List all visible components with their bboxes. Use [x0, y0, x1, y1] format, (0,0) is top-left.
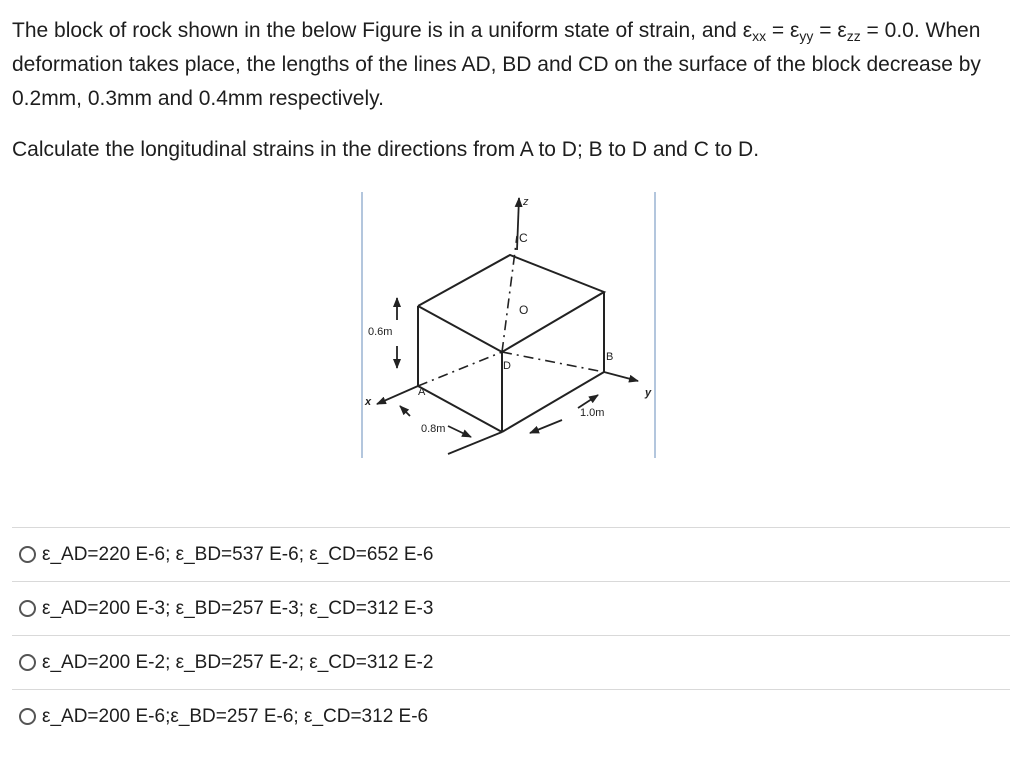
hidden-lines [418, 236, 604, 386]
answer-option-3[interactable] [12, 635, 1010, 689]
question-line2: When deformation takes place, the lengths of the lines AD, BD and CD on the surface of the block decrease by 0.2mm, 0.3mm and 0.4mm respectively. [12, 19, 981, 110]
subscript-xx: xx [752, 28, 767, 44]
radio-button[interactable] [19, 654, 36, 671]
epsilon-symbol: ε [790, 19, 800, 42]
width-dimension-arrow-left [400, 406, 410, 416]
answer-option-label: ε_AD=200 E-2; ε_BD=257 E-2; ε_CD=312 E-2 [42, 651, 434, 673]
answer-option-label: ε_AD=200 E-3; ε_BD=257 E-3; ε_CD=312 E-3 [42, 597, 434, 619]
answer-option-4[interactable] [12, 689, 1010, 743]
equals-sign: = [766, 19, 791, 42]
epsilon-symbol: ε [742, 19, 753, 42]
label-0-6m: 0.6m [368, 326, 393, 338]
answer-option-2[interactable] [12, 581, 1010, 635]
answer-option-label: ε_AD=200 E-6;ε_BD=257 E-6; ε_CD=312 E-6 [42, 705, 429, 727]
label-x: x [365, 396, 372, 408]
label-1-0m: 1.0m [580, 407, 605, 419]
subscript-yy: yy [799, 28, 814, 44]
radio-button[interactable] [19, 600, 36, 617]
answer-option-1[interactable] [12, 527, 1010, 581]
dimension-line [448, 432, 502, 454]
y-axis-arrow [604, 372, 638, 381]
epsilon-symbol: ε [837, 19, 847, 42]
radio-button[interactable] [19, 708, 36, 725]
length-dimension-arrow-left [530, 420, 562, 433]
label-0-8m: 0.8m [421, 423, 446, 435]
label-d: D [503, 360, 511, 372]
label-z: z [523, 196, 529, 208]
radio-button[interactable] [19, 546, 36, 563]
strain-value: = 0.0. [860, 19, 920, 42]
question-prompt: Calculate the longitudinal strains in the directions from A to D; B to D and C to D. [12, 138, 760, 161]
question-line1-prefix: The block of rock shown in the below Figure is in a uniform state of strain, and [12, 19, 743, 42]
label-c: C [519, 231, 528, 245]
label-y: y [645, 387, 652, 399]
answer-option-label: ε_AD=220 E-6; ε_BD=537 E-6; ε_CD=652 E-6 [42, 543, 434, 565]
answer-choices [12, 527, 1010, 743]
label-b: B [606, 351, 614, 363]
subscript-zz: zz [846, 28, 861, 44]
width-dimension-arrow-right [448, 426, 471, 437]
equals-sign: = [813, 19, 838, 42]
label-o: O [519, 303, 529, 317]
label-a: A [418, 386, 426, 398]
x-axis-arrow [377, 386, 418, 404]
